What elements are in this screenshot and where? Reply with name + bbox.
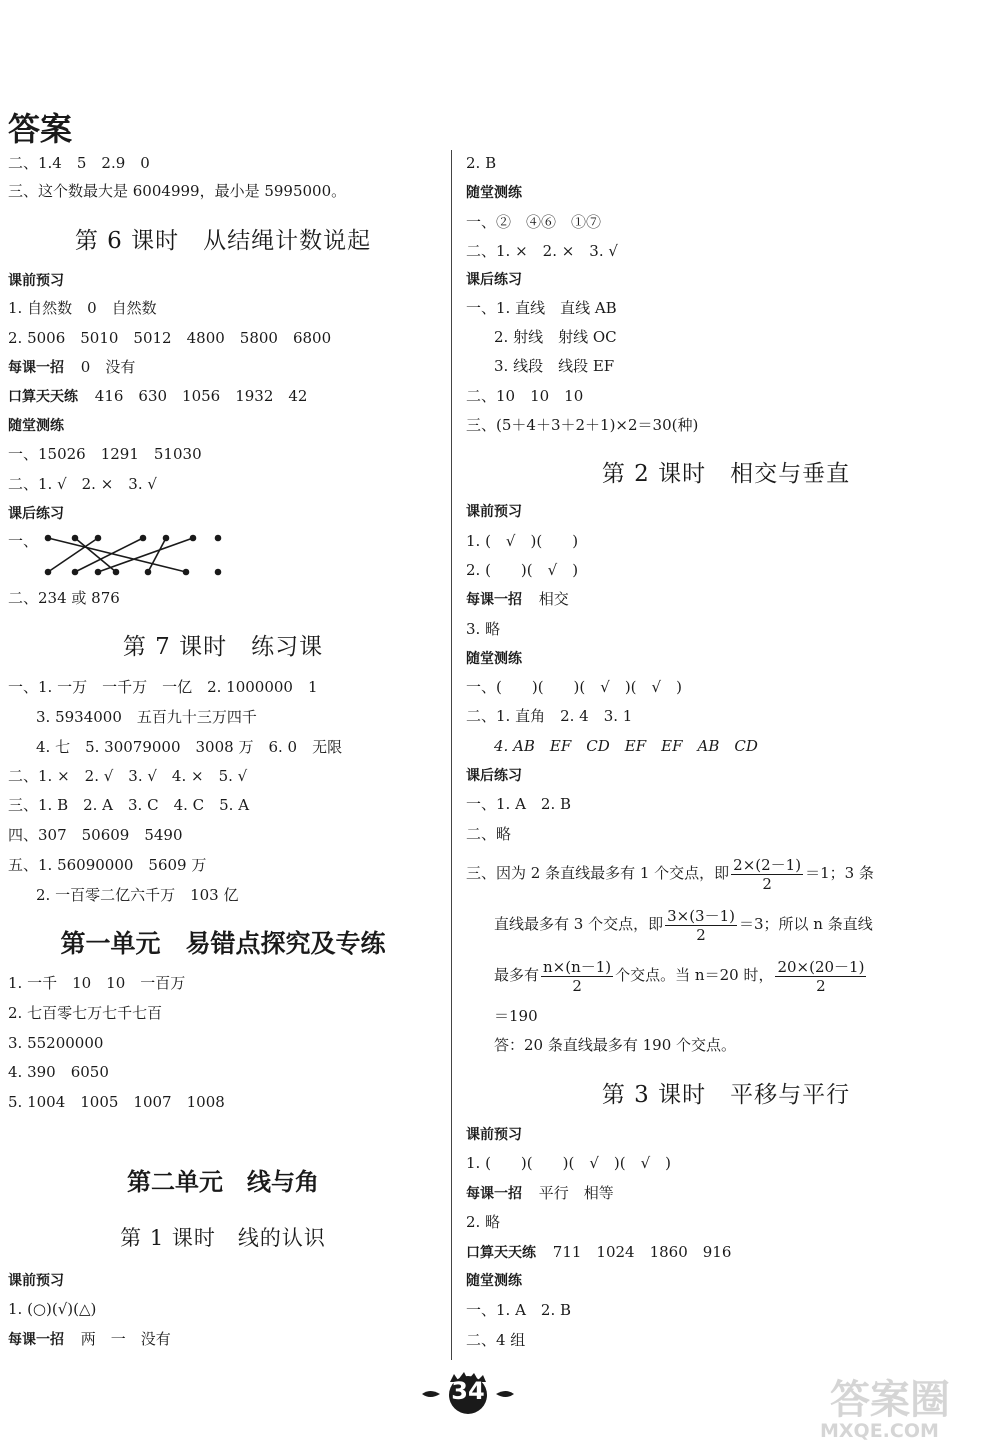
column-divider [451, 150, 452, 1360]
match-dot [73, 570, 78, 575]
unit-heading: 第一单元 易错点探究及专练 [60, 929, 386, 958]
section-label: 随堂测练 [466, 185, 522, 201]
fraction-denominator: 2 [762, 874, 772, 893]
answer-line: 2. 射线 射线 OC [494, 328, 617, 346]
answer-line: 二、1. × 2. × 3. √ [466, 242, 618, 260]
fraction [775, 958, 866, 995]
answer-line: 1. ( )( )( √ )( √ ) [466, 1154, 672, 1172]
section-label: 课后练习 [466, 768, 522, 784]
match-line [48, 538, 98, 572]
page-number-badge [420, 1370, 516, 1416]
answer-line: 3. 55200000 [8, 1034, 104, 1052]
watermark-url: MXQE.COM [820, 1420, 939, 1442]
answer-line: 一、1. A 2. B [466, 1301, 572, 1319]
lesson-heading: 第 7 课时 练习课 [122, 634, 324, 660]
answer-line: 一、1. 一万 一千万 一亿 2. 1000000 1 [8, 678, 318, 696]
answer-line: 二、1.4 5 2.9 0 [8, 154, 150, 172]
answer-line: 1. 自然数 0 自然数 [8, 299, 157, 317]
matching-lines-diagram [38, 530, 238, 580]
match-dot [146, 570, 151, 575]
match-dot [114, 570, 119, 575]
answer-line: 答：20 条直线最多有 190 个交点。 [494, 1036, 737, 1054]
match-dot [216, 536, 221, 541]
formula-text: 直线最多有 3 个交点，即 [494, 915, 664, 933]
answer-line: 2. 七百零七万七千七百 [8, 1004, 163, 1022]
tip-line [8, 1328, 171, 1351]
match-dot [73, 536, 78, 541]
fraction-denominator: 2 [696, 925, 706, 944]
oral-text: 711 1024 1860 916 [552, 1243, 732, 1261]
oral-label: 口算天天练 [8, 389, 78, 405]
answer-line: 2. 5006 5010 5012 4800 5800 6800 [8, 329, 332, 347]
section-label: 课后练习 [466, 272, 522, 288]
answer-line: 1. ( √ )( ) [466, 532, 579, 550]
answer-line: 二、4 组 [466, 1331, 526, 1349]
fraction [665, 907, 737, 944]
answer-line: 2. 略 [466, 1213, 501, 1231]
answer-line: 4. AB EF CD EF EF AB CD [494, 737, 758, 755]
answer-line: 1. 一千 10 10 一百万 [8, 974, 186, 992]
tip-label: 每课一招 [466, 592, 522, 608]
answer-line: 4. 七 5. 30079000 3008 万 6. 0 无限 [36, 738, 343, 756]
formula-text: 个交点。当 n＝20 时， [615, 966, 774, 984]
match-dot [46, 570, 51, 575]
formula-text: ＝3；所以 n 条直线 [739, 915, 873, 933]
tip-line [8, 356, 135, 379]
answer-line: 4. 390 6050 [8, 1063, 109, 1081]
tip-label: 每课一招 [466, 1186, 522, 1202]
tip-line [466, 1182, 614, 1205]
section-label: 课前预习 [8, 1273, 64, 1289]
formula-text: 三、因为 2 条直线最多有 1 个交点，即 [466, 864, 730, 882]
tip-text: 两 一 没有 [80, 1330, 171, 1348]
answer-line: 2. ( )( √ ) [466, 561, 579, 579]
oral-label: 口算天天练 [466, 1245, 536, 1261]
match-dot [141, 536, 146, 541]
oral-line [8, 385, 307, 408]
match-dot [216, 570, 221, 575]
fraction [731, 856, 803, 893]
answer-line: 3. 5934000 五百九十三万四千 [36, 708, 257, 726]
answer-line: 三、这个数最大是 6004999，最小是 5995000。 [8, 182, 347, 200]
formula-line [494, 955, 868, 995]
watermark-text: 答案圈 [830, 1377, 950, 1423]
answer-line: ＝190 [494, 1007, 538, 1025]
answer-line: 一、( )( )( √ )( √ ) [466, 678, 682, 696]
tip-line [466, 588, 569, 611]
lesson-heading: 第 2 课时 相交与垂直 [601, 461, 851, 487]
tip-label: 每课一招 [8, 360, 64, 376]
lesson-heading: 第 1 课时 线的认识 [120, 1226, 326, 1250]
tip-text: 0 没有 [80, 358, 136, 376]
unit-heading: 第二单元 线与角 [127, 1168, 319, 1196]
lesson-heading: 第 3 课时 平移与平行 [601, 1082, 851, 1108]
section-label: 课前预习 [8, 273, 64, 289]
oral-line [466, 1241, 731, 1264]
answer-line: 一、② ④⑥ ①⑦ [466, 213, 602, 231]
answer-line: 3. 略 [466, 620, 501, 638]
fraction-denominator: 2 [816, 976, 826, 995]
answer-line: 五、1. 56090000 5609 万 [8, 856, 207, 874]
match-dot [164, 536, 169, 541]
match-dot [96, 536, 101, 541]
match-dot [46, 536, 51, 541]
answer-line: 三、1. B 2. A 3. C 4. C 5. A [8, 796, 250, 814]
match-dot [184, 570, 189, 575]
tip-text: 相交 [538, 590, 569, 608]
section-label: 随堂测练 [8, 418, 64, 434]
answer-line: 二、10 10 10 [466, 387, 584, 405]
section-label: 课后练习 [8, 506, 64, 522]
formula-text: ＝1；3 条 [805, 864, 874, 882]
answer-line: 一、15026 1291 51030 [8, 445, 202, 463]
answer-line: 一、1. A 2. B [466, 795, 572, 813]
formula-line [494, 904, 873, 944]
fraction [541, 958, 613, 995]
match-line [48, 538, 186, 572]
page-number: 34 [451, 1377, 485, 1405]
tip-text: 平行 相等 [538, 1184, 614, 1202]
answer-line: 1. (○)(√)(△) [8, 1300, 97, 1318]
answer-line: 一、1. 直线 直线 AB [466, 299, 617, 317]
answer-line: 二、1. × 2. √ 3. √ 4. × 5. √ [8, 767, 248, 785]
match-dot [96, 570, 101, 575]
fraction-numerator: 3×(3－1) [667, 906, 735, 925]
page-title: 答案 [8, 110, 73, 148]
answer-line: 5. 1004 1005 1007 1008 [8, 1093, 225, 1111]
answer-line: 2. 一百零二亿六千万 103 亿 [36, 886, 239, 904]
section-label: 课前预习 [466, 504, 522, 520]
answer-line: 2. B [466, 154, 497, 172]
formula-text: 最多有 [494, 966, 540, 984]
fraction-denominator: 2 [572, 976, 582, 995]
answer-line: 四、307 50609 5490 [8, 826, 183, 844]
tip-label: 每课一招 [8, 1332, 64, 1348]
section-label: 随堂测练 [466, 651, 522, 667]
watermark-logo [820, 1368, 992, 1448]
oral-text: 416 630 1056 1932 42 [94, 387, 308, 405]
formula-line [466, 853, 874, 893]
lesson-heading: 第 6 课时 从结绳计数说起 [74, 228, 372, 254]
fraction-numerator: 20×(20－1) [777, 957, 865, 976]
fraction-numerator: n×(n－1) [543, 957, 612, 976]
match-dot [191, 536, 196, 541]
section-label: 随堂测练 [466, 1273, 522, 1289]
answer-line: 二、1. 直角 2. 4 3. 1 [466, 707, 633, 725]
answer-line-prefix: 一、 [8, 532, 39, 550]
section-label: 课前预习 [466, 1127, 522, 1143]
answer-line: 二、1. √ 2. × 3. √ [8, 475, 157, 493]
answer-line: 二、234 或 876 [8, 589, 120, 607]
answer-line: 三、(5＋4＋3＋2＋1)×2＝30(种) [466, 416, 699, 434]
answer-line: 二、略 [466, 825, 512, 843]
match-line [98, 538, 193, 572]
fraction-numerator: 2×(2－1) [733, 855, 802, 874]
answer-line: 3. 线段 线段 EF [494, 357, 615, 375]
